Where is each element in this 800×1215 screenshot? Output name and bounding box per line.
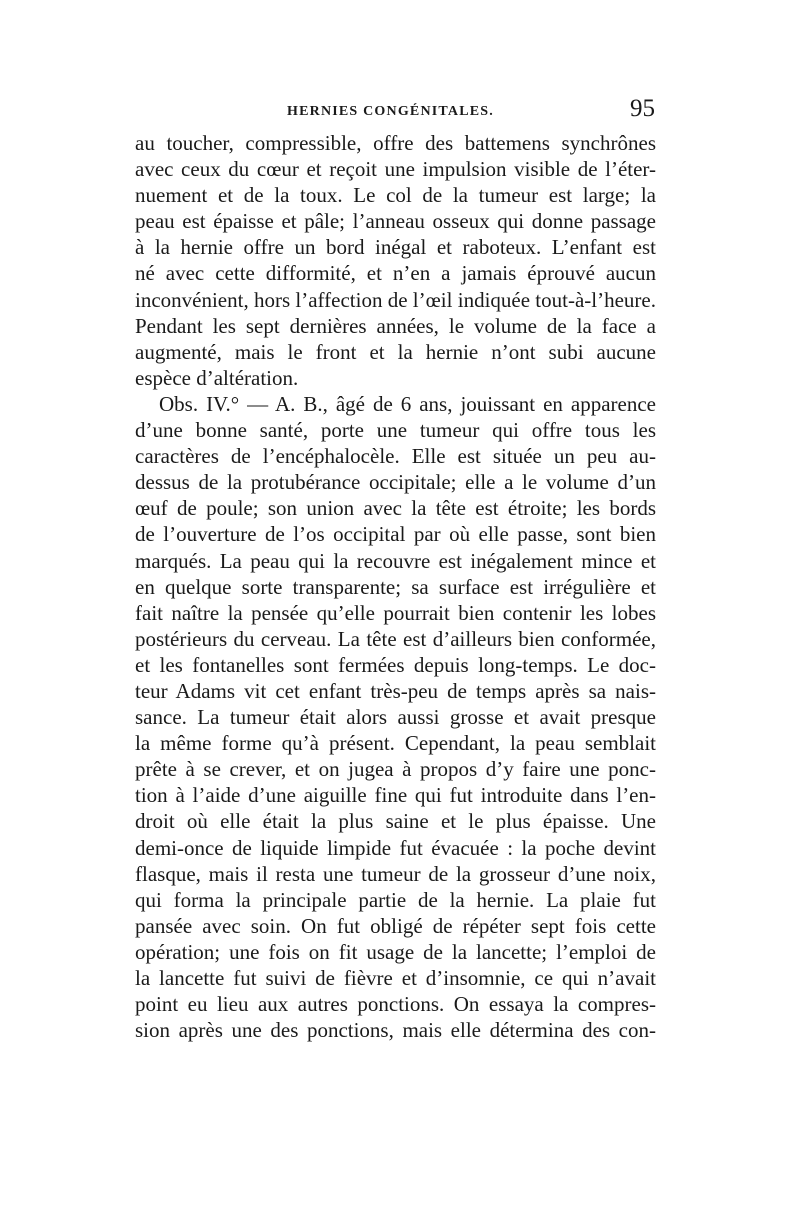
text-line: Obs. IV.° — A. B., âgé de 6 ans, jouissant en apparence (159, 391, 656, 416)
text-line: postérieurs du cerveau. La tête est d’ailleurs bien conformée, (135, 626, 656, 651)
running-title: HERNIES CONGÉNITALES. (287, 104, 494, 119)
text-line: pansée avec soin. On fut obligé de répéter sept fois cette (135, 913, 656, 938)
text-line: teur Adams vit cet enfant très-peu de temps après sa nais- (135, 678, 656, 703)
text-line: la lancette fut suivi de fièvre et d’insomnie, ce qui n’avait (135, 966, 656, 990)
body-text (135, 130, 656, 1043)
page-number: 95 (630, 95, 655, 122)
text-line: point eu lieu aux autres ponctions. On essaya la compres- (135, 992, 656, 1017)
text-line: peau est épaisse et pâle; l’anneau osseux qui donne passage (135, 209, 656, 234)
text-line: prête à se crever, et on jugea à propos d’y faire une ponc- (135, 757, 656, 782)
text-line: Pendant les sept dernières années, le volume de la face a (135, 313, 656, 338)
text-line: en quelque sorte transparente; sa surface est irrégulière et (135, 574, 656, 599)
text-line: de l’ouverture de l’os occipital par où elle passe, sont bien (135, 522, 656, 547)
text-line: fait naître la pensée qu’elle pourrait bien contenir les lobes (135, 600, 656, 625)
text-line: d’une bonne santé, porte une tumeur qui offre tous les (135, 418, 656, 443)
text-line: nuement et de la toux. Le col de la tumeur est large; la (135, 183, 656, 208)
text-line: opération; une fois on fit usage de la lancette; l’emploi de (135, 939, 656, 964)
text-line: qui forma la principale partie de la hernie. La plaie fut (135, 887, 656, 912)
text-line: sion après une des ponctions, mais elle détermina des con- (135, 1018, 656, 1043)
text-line: dessus de la protubérance occipitale; elle a le volume d’un (135, 470, 656, 495)
running-head (135, 96, 655, 126)
text-line: avec ceux du cœur et reçoit une impulsion visible de l’éter- (135, 157, 656, 182)
text-line: inconvénient, hors l’affection de l’œil indiquée tout-à-l’heure. (135, 287, 656, 312)
text-line: et les fontanelles sont fermées depuis long-temps. Le doc- (135, 652, 656, 677)
text-line: au toucher, compressible, offre des battemens synchrônes (135, 131, 656, 155)
text-line: né avec cette difformité, et n’en a jamais éprouvé aucun (135, 261, 656, 286)
text-line: augmenté, mais le front et la hernie n’ont subi aucune (135, 339, 656, 364)
text-line: à la hernie offre un bord inégal et raboteux. L’enfant est (135, 235, 656, 260)
text-line: droit où elle était la plus saine et le plus épaisse. Une (135, 809, 656, 834)
text-line: flasque, mais il resta une tumeur de la grosseur d’une noix, (135, 861, 656, 886)
text-line: demi-once de liquide limpide fut évacuée : la poche devint (135, 835, 656, 860)
text-line: œuf de poule; son union avec la tête est étroite; les bords (135, 496, 656, 521)
text-line: caractères de l’encéphalocèle. Elle est située un peu au- (135, 444, 656, 469)
text-line: tion à l’aide d’une aiguille fine qui fut introduite dans l’en- (135, 783, 656, 808)
text-line: espèce d’altération. (135, 365, 299, 390)
text-line: marqués. La peau qui la recouvre est inégalement mince et (135, 548, 656, 573)
text-line: la même forme qu’à présent. Cependant, la peau semblait (135, 731, 656, 756)
text-line: sance. La tumeur était alors aussi grosse et avait presque (135, 705, 656, 730)
